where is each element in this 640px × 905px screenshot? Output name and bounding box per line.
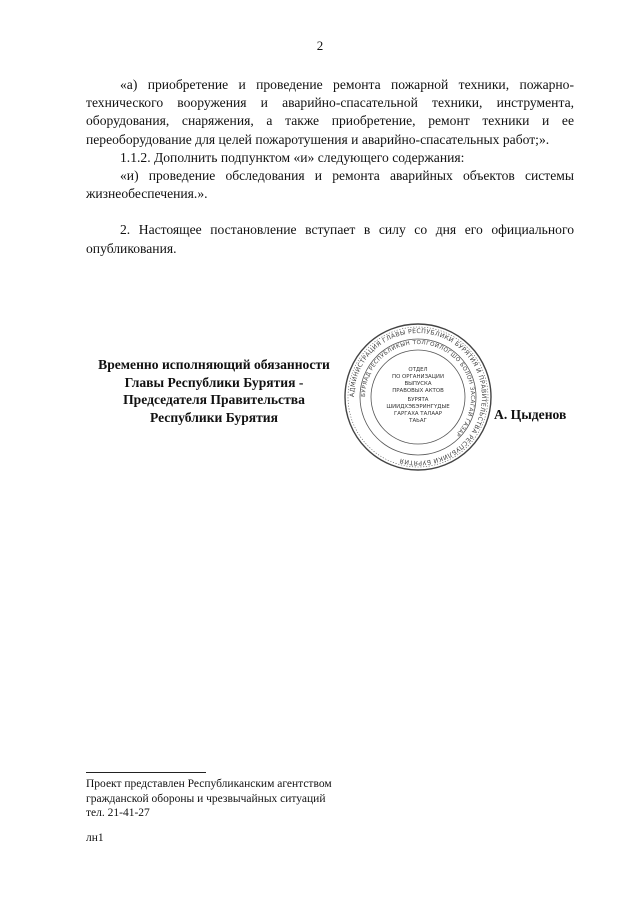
seal-center-line: ПРАВОВЫХ АКТОВ (392, 388, 444, 394)
seal-center-line: ВЫПУСКА (404, 381, 432, 387)
footnote (86, 777, 332, 821)
seal-center-line: ГАРГАХА ТАЛААР (394, 411, 442, 417)
footnote-divider (86, 772, 206, 773)
official-seal-stamp (343, 322, 493, 472)
seal-center-line: БУРЯТА (407, 397, 429, 403)
signer-title-line: Главы Республики Бурятия - (124, 374, 304, 390)
seal-inner-text: БУРЯАД РЕСПУБЛИКЫН ТОЛГОЙЛОГШО БОЛОН ЗАСАГАЙ ГАЗАР (360, 339, 476, 438)
footnote-line: тел. 21-41-27 (86, 807, 150, 819)
document-marker: лн1 (86, 832, 104, 844)
paragraph-item-a: «а) приобретение и проведение ремонта пожарной техники, пожарно-технического вооружения и аварийно-спасательной техники, инструмента, оборудования, снаряжения, а также приобретение, ремонт техники и ее переоборудование для целей пожаротушения и аварийно-спасательных работ;». (86, 77, 574, 147)
signer-title-line: Временно исполняющий обязанности (98, 357, 330, 372)
seal-outer-text: АДМИНИСТРАЦИЯ ГЛАВЫ РЕСПУБЛИКИ БУРЯТИЯ И ПРАВИТЕЛЬСТВА РЕСПУБЛИКИ БУРЯТИЯ (348, 327, 488, 467)
paragraph-1-1-2: 1.1.2. Дополнить подпунктом «и» следующего содержания: (120, 149, 465, 165)
seal-center-line: ШИИДХЭБЭРИНГҮДЫЕ (386, 404, 450, 410)
signer-name: А. Цыденов (494, 407, 567, 422)
footnote-line: гражданской обороны и чрезвычайных ситуаций (86, 792, 326, 805)
seal-center-line: ПО ОРГАНИЗАЦИИ (392, 374, 444, 380)
signer-title-line: Председателя Правительства (123, 392, 305, 407)
decree-body (86, 76, 574, 258)
footnote-line: Проект представлен Республиканским агентством (86, 778, 332, 790)
seal-center-line: ОТДЕЛ (408, 367, 428, 373)
signer-title (80, 356, 348, 426)
paragraph-effective-date: 2. Настоящее постановление вступает в силу со дня его официального опубликования. (86, 222, 574, 256)
seal-center-line: ТАЬАГ (409, 418, 427, 424)
page-number: 2 (316, 38, 324, 53)
signer-title-line: Республики Бурятия (149, 409, 278, 425)
paragraph-item-i: «и) проведение обследования и ремонта аварийных объектов системы жизнеобеспечения.». (86, 168, 574, 202)
